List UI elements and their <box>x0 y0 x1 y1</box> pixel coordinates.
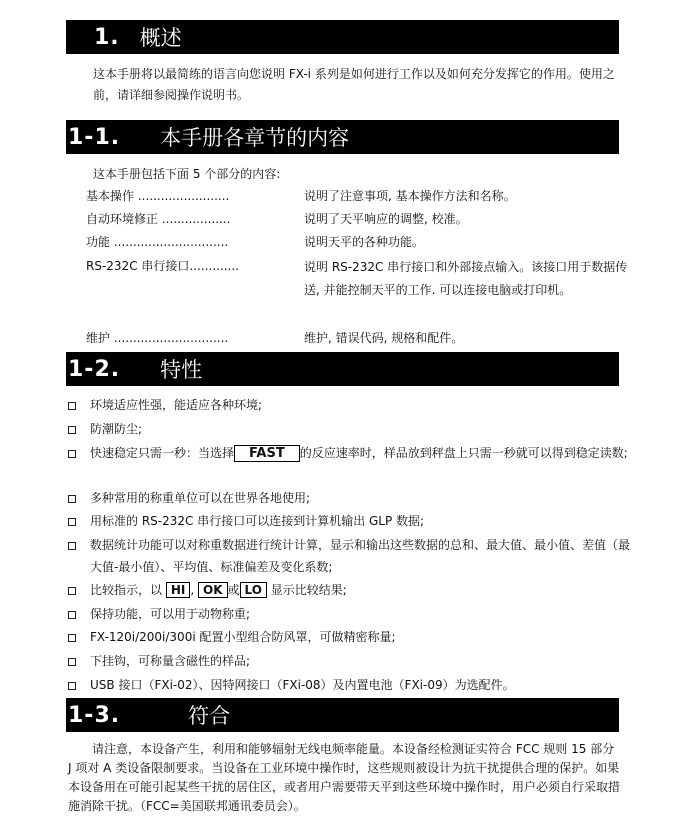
toc-name: 功能 .............................. <box>86 235 229 249</box>
section-1-3-number: 1-3. <box>68 702 121 728</box>
toc-row <box>86 232 634 252</box>
feature-item: FX-120i/200i/300i 配置小型组合防风罩，可做精密称量; <box>68 626 635 648</box>
section-1-3-text: 请注意，本设备产生，利用和能够辐射无线电频率能量。本设备经检测证实符合 FCC 规则 15 部分 J 项对 A 类设备限制要求。当设备在工业环境中操作时，这些规则被设计为抗干扰提供合理的保护。如果本设备用在可能引起某些干扰的居住区，或者用户需要带天平到这些环境中操作时，用户必须自行采取措施消除干扰。（FCC=美国联邦通讯委员会）。 <box>68 742 621 813</box>
fast-key-label: FAST <box>234 445 300 462</box>
feature-item: 下挂钩，可称量含磁性的样品; <box>68 650 635 672</box>
section-1-header <box>66 20 619 54</box>
toc-name: 维护 .............................. <box>86 331 229 345</box>
bullet-square-icon <box>68 542 76 550</box>
lo-indicator-label: LO <box>240 582 267 598</box>
bullet-square-icon <box>68 658 76 666</box>
bullet-square-icon <box>68 426 76 434</box>
toc-desc: 维护, 错误代码, 规格和配件。 <box>304 331 464 345</box>
toc-desc: 说明 RS-232C 串行接口和外部接点输入。该接口用于数据传送, 并能控制天平的工作. 可以连接电脑或打印机。 <box>304 260 628 297</box>
bullet-square-icon <box>68 495 76 503</box>
feature-item: 保持功能，可以用于动物称重; <box>68 603 635 625</box>
section-1-1-number: 1-1. <box>68 124 121 150</box>
feature-item: 环境适应性强，能适应各种环境; <box>68 394 635 416</box>
ok-indicator-label: OK <box>198 582 228 598</box>
section-1-2-title: 特性 <box>160 358 203 382</box>
toc-row <box>86 186 634 206</box>
feature-item: 比较指示，以 HI , OK 或 LO 显示比较结果; <box>68 579 635 601</box>
toc-row <box>86 256 634 302</box>
feature-item: 防潮防尘; <box>68 418 635 440</box>
section-1-title: 概述 <box>139 26 182 50</box>
section-1-1-header <box>66 120 619 154</box>
bullet-square-icon <box>68 518 76 526</box>
feature-item: USB 接口（FXi-02）、因特网接口（FXi-08）及内置电池（FXi-09）为选配件。 <box>68 674 635 696</box>
section-1-intro: 这本手册将以最简练的语言向您说明 FX-i 系列是如何进行工作以及如何充分发挥它的作用。使用之前，请详细参阅操作说明书。 <box>93 67 615 102</box>
bullet-square-icon <box>68 682 76 690</box>
bullet-square-icon <box>68 611 76 619</box>
feature-item: 数据统计功能可以对称重数据进行统计计算，显示和输出这些数据的总和、最大值、最小值、差值（最大值-最小值）、平均值、标准偏差及变化系数; <box>68 534 635 578</box>
feature-item: 多种常用的称重单位可以在世界各地使用; <box>68 487 635 509</box>
section-1-number: 1. <box>94 24 120 50</box>
section-1-1-title: 本手册各章节的内容 <box>160 126 350 150</box>
toc-name: 基本操作 ........................ <box>86 189 230 203</box>
toc-name: RS-232C 串行接口............. <box>86 259 239 273</box>
toc-row <box>86 209 634 229</box>
bullet-square-icon <box>68 450 76 458</box>
toc-name: 自动环境修正 .................. <box>86 212 231 226</box>
section-1-2-number: 1-2. <box>68 356 121 382</box>
bullet-square-icon <box>68 587 76 595</box>
toc-desc: 说明了注意事项, 基本操作方法和名称。 <box>304 189 516 203</box>
toc-desc: 说明天平的各种功能。 <box>304 235 425 249</box>
section-1-3-title: 符合 <box>188 704 231 728</box>
bullet-square-icon <box>68 634 76 642</box>
section-1-1-lead: 这本手册包括下面 5 个部分的内容: <box>93 167 281 181</box>
bullet-square-icon <box>68 402 76 410</box>
toc-desc: 说明了天平响应的调整, 校准。 <box>304 212 468 226</box>
toc-row <box>86 328 634 348</box>
section-1-2-header <box>66 352 619 386</box>
feature-item: 用标准的 RS-232C 串行接口可以连接到计算机输出 GLP 数据; <box>68 510 635 532</box>
section-1-3-header <box>66 698 619 732</box>
hi-indicator-label: HI <box>166 582 191 598</box>
feature-item: 快速稳定只需一秒：当选择 FAST 的反应速率时，样品放到秤盘上只需一秒就可以得到稳定读数; <box>68 442 635 465</box>
